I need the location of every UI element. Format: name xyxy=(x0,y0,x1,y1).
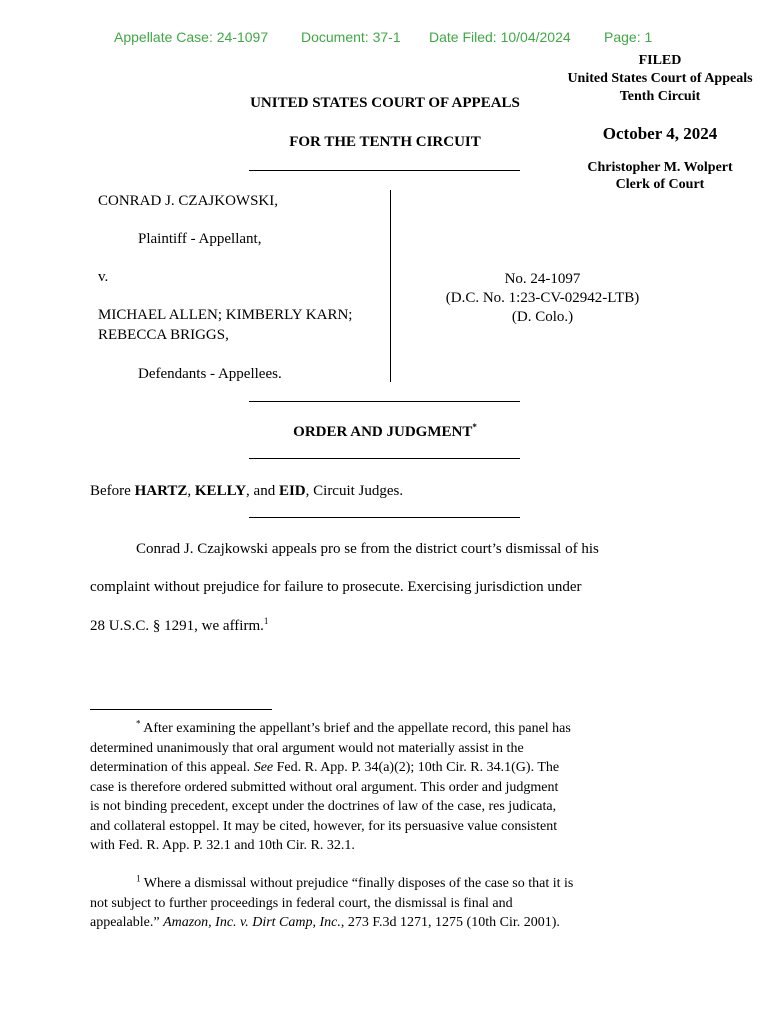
caption-divider xyxy=(390,190,391,382)
footnote-text: not subject to further proceedings in federal court, the dismissal is final and xyxy=(90,895,513,911)
footnote-text: and collateral estoppel. It may be cited, however, for its persuasive value consistent xyxy=(90,818,558,834)
body-line-1: Conrad J. Czajkowski appeals pro se from the district court’s dismissal of his xyxy=(136,541,599,557)
district: (D. Colo.) xyxy=(511,309,574,325)
header-case: Appellate Case: 24-1097 xyxy=(114,29,269,45)
footnote-1-ref: 1 xyxy=(263,616,269,626)
footnote-star-line xyxy=(90,719,690,739)
header-date-filed: Date Filed: 10/04/2024 xyxy=(429,29,571,45)
footnote-1-mark: 1 xyxy=(136,873,141,884)
district-case-number: (D.C. No. 1:23-CV-02942-LTB) xyxy=(445,290,640,306)
footnote-text: with Fed. R. App. P. 32.1 and 10th Cir. R. 32.1. xyxy=(90,838,355,853)
court-circuit: FOR THE TENTH CIRCUIT xyxy=(289,134,481,150)
body-line-2: complaint without prejudice for failure to prosecute. Exercising jurisdiction under xyxy=(90,579,582,595)
title-footnote-mark: * xyxy=(472,422,477,432)
filed-label: FILED xyxy=(638,53,682,68)
footnote-1 xyxy=(90,874,690,933)
defendants-line2: REBECCA BRIGGS, xyxy=(98,327,229,343)
footnote-text: Where a dismissal without prejudice “finally disposes of the case so that it is xyxy=(140,876,574,891)
defendants-role: Defendants - Appellees. xyxy=(138,366,282,382)
footnote-text: appealable.” xyxy=(90,915,164,930)
footnote-see: See xyxy=(253,760,274,775)
judge-hartz: HARTZ xyxy=(134,483,188,499)
footnote-1-line xyxy=(90,913,690,933)
case-number: No. 24-1097 xyxy=(504,271,581,287)
footnote-text: case is therefore ordered submitted without oral argument. This order and judgment xyxy=(90,779,559,795)
filed-stamp xyxy=(540,52,770,193)
plaintiff-role: Plaintiff - Appellant, xyxy=(138,231,262,247)
panel-sep: , xyxy=(187,483,195,499)
divider xyxy=(249,401,520,402)
case-number-block xyxy=(400,270,685,327)
footnote-text: , 273 F.3d 1271, 1275 (10th Cir. 2001). xyxy=(340,915,560,930)
panel-sep: , and xyxy=(246,483,279,499)
judge-eid: EID xyxy=(278,483,306,499)
divider xyxy=(249,170,520,171)
footnote-text: determined unanimously that oral argument would not materially assist in the xyxy=(90,740,524,756)
panel-line xyxy=(90,483,403,500)
body-line-3 xyxy=(90,618,268,635)
document-title xyxy=(200,424,570,441)
plaintiff-name: CONRAD J. CZAJKOWSKI, xyxy=(98,193,279,209)
versus: v. xyxy=(98,269,109,285)
footnote-star-mark: * xyxy=(136,718,141,729)
clerk-name: Christopher M. Wolpert xyxy=(587,160,733,175)
divider xyxy=(249,458,520,459)
body-line-3-text: 28 U.S.C. § 1291, we affirm. xyxy=(90,618,264,634)
filed-circuit: Tenth Circuit xyxy=(619,89,701,104)
footnote-divider xyxy=(90,709,272,710)
footnote-text: determination of this appeal. xyxy=(90,760,254,775)
court-name: UNITED STATES COURT OF APPEALS xyxy=(250,95,520,111)
footnote-text: Fed. R. App. P. 34(a)(2); 10th Cir. R. 34.1(G). The xyxy=(273,760,560,775)
panel-prefix: Before xyxy=(90,483,135,499)
footnote-star-line xyxy=(90,758,690,778)
clerk-title: Clerk of Court xyxy=(615,177,705,192)
judge-kelly: KELLY xyxy=(194,483,247,499)
footnote-case-citation: Amazon, Inc. v. Dirt Camp, Inc. xyxy=(163,915,341,930)
header-document: Document: 37-1 xyxy=(301,29,401,45)
footnote-text: After examining the appellant’s brief and the appellate record, this panel has xyxy=(140,721,571,736)
document-title-text: ORDER AND JUDGMENT xyxy=(293,424,473,440)
panel-suffix: , Circuit Judges. xyxy=(305,483,404,499)
defendants-line1: MICHAEL ALLEN; KIMBERLY KARN; xyxy=(98,307,353,323)
filed-date: October 4, 2024 xyxy=(602,124,718,143)
filed-court: United States Court of Appeals xyxy=(567,71,753,86)
footnote-star xyxy=(90,719,690,856)
header-page: Page: 1 xyxy=(604,29,653,45)
divider xyxy=(249,517,520,518)
footnote-text: is not binding precedent, except under the doctrines of law of the case, res judicata, xyxy=(90,799,557,814)
footnote-1-line xyxy=(90,874,690,894)
